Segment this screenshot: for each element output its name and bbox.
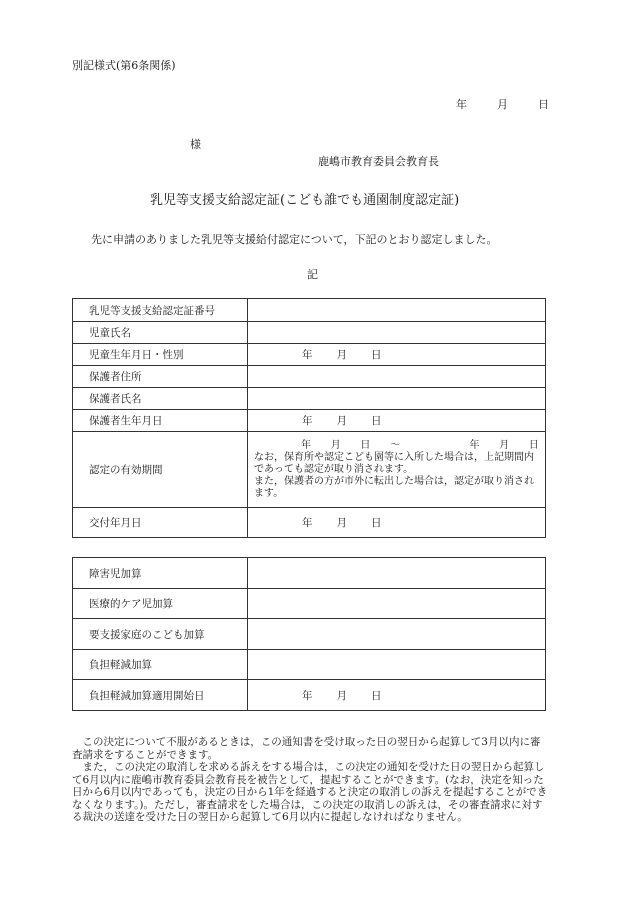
table-row bbox=[73, 619, 546, 650]
row-label: 交付年月日 bbox=[73, 508, 248, 538]
appeal-notice-p2: また，この決定の取消しを求める訴えをする場合は，この決定の通知を受けた日の翌日から起算して6月以内に鹿嶋市教育委員会教育長を被告として，提起することができます。(なお，決定を知った日から6月以内であっても，決定の日から1年を経過すると決定の取消しの訴えを提起することができなくなります。)。ただし，審査請求をした場合は，この決定の取消しの訴えは，その審査請求に対する裁決の送達を受けた日の翌日から起算して6月以内に提起しなければなりません。 bbox=[72, 761, 548, 823]
intro-text: 先に申請のありました乳児等支援給付認定について，下記のとおり認定しました。 bbox=[91, 233, 498, 246]
row-label: 医療的ケア児加算 bbox=[73, 589, 248, 619]
form-label: 別記様式(第6条関係) bbox=[72, 59, 176, 72]
guardian-name-cell bbox=[248, 388, 546, 410]
date-year: 年 bbox=[456, 98, 467, 111]
certificate-number-cell bbox=[248, 299, 546, 322]
range-mark: ～ bbox=[390, 440, 401, 451]
validity-note-2: また，保護者の方が市外に転出した場合は，認定が取り消されます。 bbox=[254, 476, 534, 499]
certificate-table bbox=[72, 298, 546, 538]
recipient-suffix: 様 bbox=[190, 138, 201, 151]
child-birthdate-cell: 年 月 日 bbox=[248, 344, 546, 366]
table-row bbox=[73, 558, 546, 589]
table-row bbox=[73, 589, 546, 619]
issue-date-cell: 年 月 日 bbox=[248, 508, 546, 538]
date-month: 月 bbox=[497, 98, 508, 111]
guardian-address-cell bbox=[248, 366, 546, 388]
validity-period-cell bbox=[248, 432, 546, 508]
table-row bbox=[73, 410, 546, 432]
additions-table bbox=[72, 557, 546, 711]
row-label: 負担軽減加算適用開始日 bbox=[73, 680, 248, 711]
row-label: 保護者生年月日 bbox=[73, 410, 248, 432]
medical-care-addition-cell bbox=[248, 589, 546, 619]
document-title: 乳児等支援支給認定証(こども誰でも通園制度認定証) bbox=[150, 193, 460, 208]
row-label: 保護者住所 bbox=[73, 366, 248, 388]
ki-heading: 記 bbox=[307, 268, 318, 281]
table-row bbox=[73, 299, 546, 322]
row-label: 児童生年月日・性別 bbox=[73, 344, 248, 366]
row-label: 要支援家庭のこども加算 bbox=[73, 619, 248, 650]
burden-reduction-addition-cell bbox=[248, 650, 546, 680]
support-family-addition-cell bbox=[248, 619, 546, 650]
validity-note-1: なお，保育所や認定こども園等に入所した場合は，上記期間内であっても認定が取り消されます。 bbox=[254, 452, 534, 475]
child-name-cell bbox=[248, 322, 546, 344]
appeal-notice bbox=[72, 736, 550, 824]
table-row bbox=[73, 388, 546, 410]
table-row bbox=[73, 680, 546, 711]
row-label: 保護者氏名 bbox=[73, 388, 248, 410]
issuer: 鹿嶋市教育委員会教育長 bbox=[318, 155, 439, 168]
table-row bbox=[73, 508, 546, 538]
date-day: 日 bbox=[538, 98, 549, 111]
table-row bbox=[73, 344, 546, 366]
row-label: 認定の有効期間 bbox=[73, 432, 248, 508]
table-row bbox=[73, 322, 546, 344]
table-row bbox=[73, 366, 546, 388]
appeal-notice-p1: この決定について不服があるときは，この通知書を受け取った日の翌日から起算して3月以内に審査請求をすることができます。 bbox=[72, 736, 541, 761]
row-label: 負担軽減加算 bbox=[73, 650, 248, 680]
row-label: 障害児加算 bbox=[73, 558, 248, 589]
validity-range: 年 月 日 ～ 年 月 日 bbox=[301, 440, 539, 451]
issue-date-line bbox=[456, 96, 549, 112]
table-row bbox=[73, 650, 546, 680]
disability-addition-cell bbox=[248, 558, 546, 589]
burden-reduction-start-date-cell: 年 月 日 bbox=[248, 680, 546, 711]
row-label: 児童氏名 bbox=[73, 322, 248, 344]
table-row bbox=[73, 432, 546, 508]
guardian-birthdate-cell: 年 月 日 bbox=[248, 410, 546, 432]
row-label: 乳児等支援支給認定証番号 bbox=[73, 299, 248, 322]
